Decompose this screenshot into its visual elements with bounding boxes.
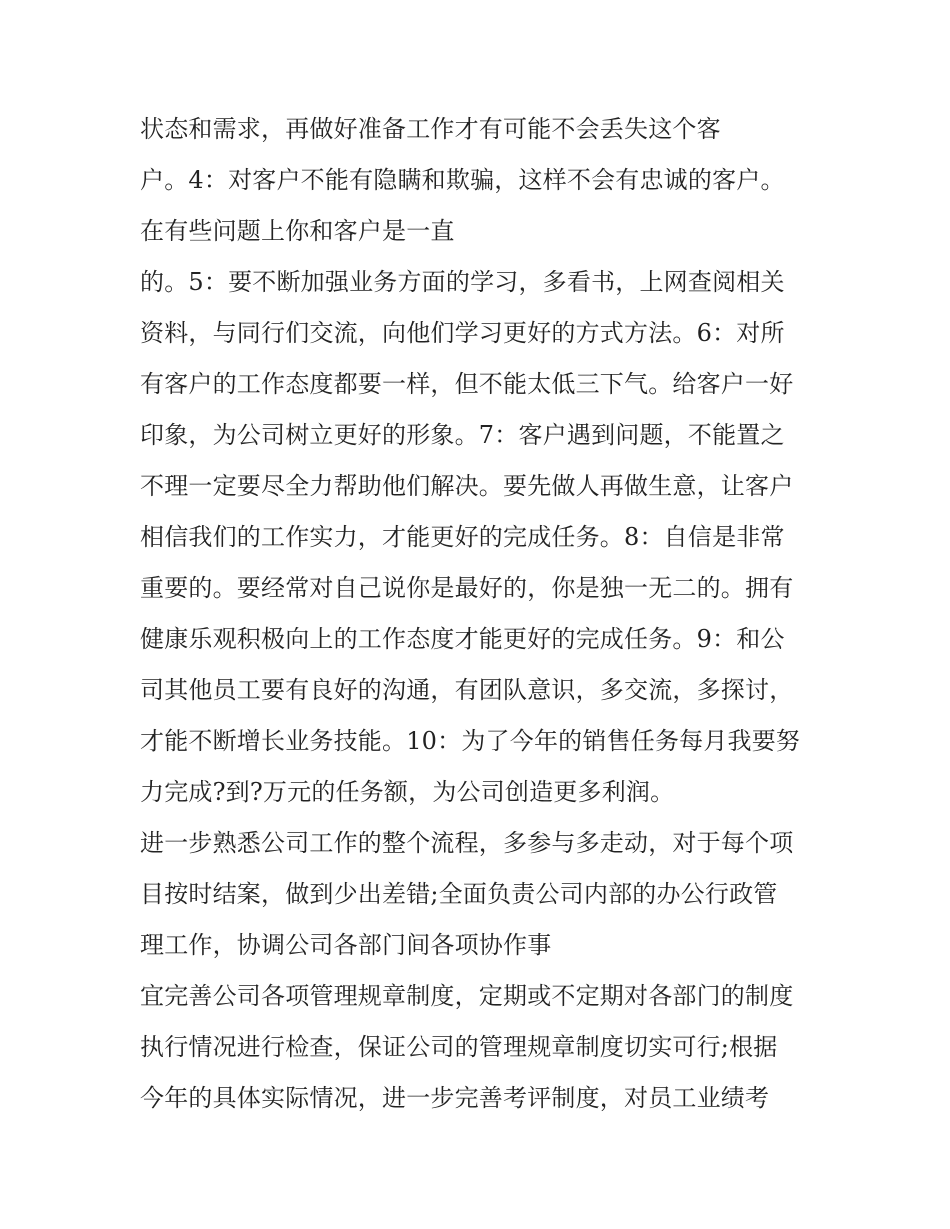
text-line-13: 才能不断增长业务技能。10：为了今年的销售任务每月我要努 [140, 727, 801, 755]
text-line-17: 理工作，协调公司各部门间各项协作事 [140, 931, 552, 959]
text-line-7: 印象，为公司树立更好的形象。7：客户遇到问题，不能置之 [140, 421, 785, 449]
text-line-11: 健康乐观积极向上的工作态度才能更好的完成任务。9：和公 [140, 625, 785, 653]
text-line-9: 相信我们的工作实力，才能更好的完成任务。8：自信是非常 [140, 523, 785, 551]
text-line-12: 司其他员工要有良好的沟通，有团队意识，多交流，多探讨， [140, 676, 794, 704]
text-line-15: 进一步熟悉公司工作的整个流程，多参与多走动，对于每个项 [140, 829, 794, 857]
text-line-4: 的。5：要不断加强业务方面的学习，多看书，上网查阅相关 [140, 268, 785, 296]
text-line-5: 资料，与同行们交流，向他们学习更好的方式方法。6：对所 [140, 319, 785, 347]
text-line-20: 今年的具体实际情况，进一步完善考评制度，对员工业绩考 [140, 1084, 770, 1112]
text-line-19: 执行情况进行检查，保证公司的管理规章制度切实可行;根据 [140, 1033, 778, 1061]
text-line-8: 不理一定要尽全力帮助他们解决。要先做人再做生意，让客户 [140, 472, 794, 500]
text-line-18: 宜完善公司各项管理规章制度，定期或不定期对各部门的制度 [140, 982, 794, 1010]
text-line-3: 在有些问题上你和客户是一直 [140, 217, 455, 245]
text-line-1: 状态和需求，再做好准备工作才有可能不会丢失这个客 [140, 115, 721, 143]
document-body [140, 104, 830, 1124]
text-line-14: 力完成?到?万元的任务额，为公司创造更多利润。 [140, 778, 675, 806]
text-line-6: 有客户的工作态度都要一样，但不能太低三下气。给客户一好 [140, 370, 794, 398]
text-line-16: 目按时结案，做到少出差错;全面负责公司内部的办公行政管 [140, 880, 778, 908]
text-line-2: 户。4：对客户不能有隐瞒和欺骗，这样不会有忠诚的客户。 [140, 166, 785, 194]
text-line-10: 重要的。要经常对自己说你是最好的，你是独一无二的。拥有 [140, 574, 794, 602]
